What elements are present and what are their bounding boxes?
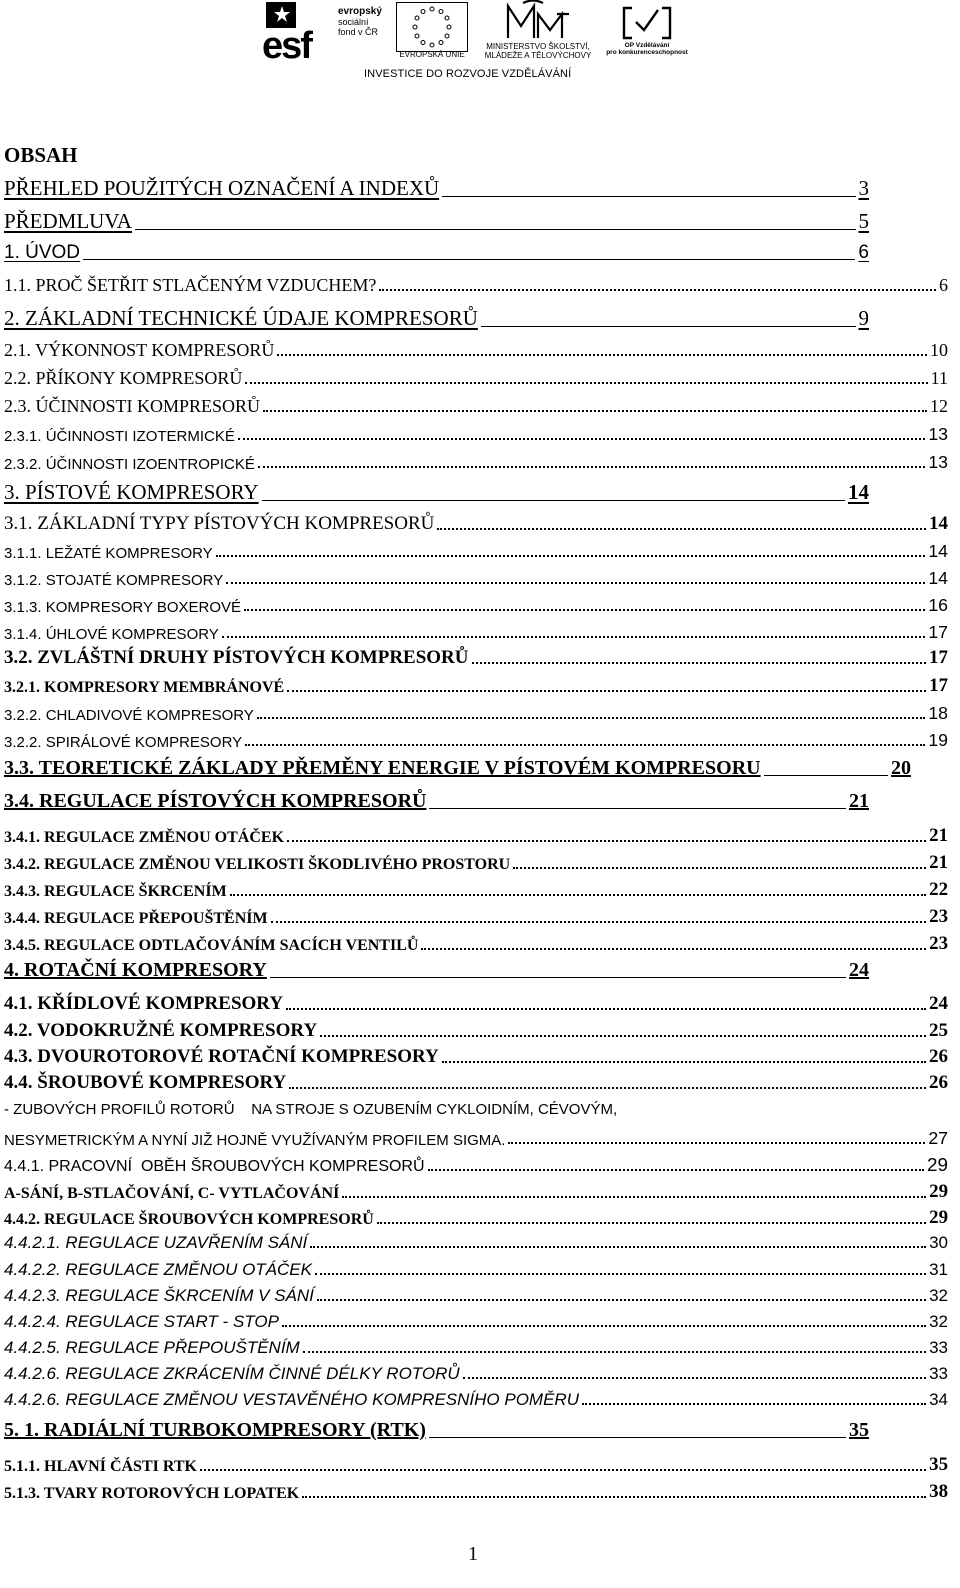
toc-entry-continued[interactable]: - ZUBOVÝCH PROFILŮ ROTORŮ NA STROJE S OZUBENÍM CYKLOIDNÍM, CÉVOVÝM,: [4, 1101, 618, 1118]
toc-entry[interactable]: 1.1. PROČ ŠETŘIT STLAČENÝM VZDUCHEM? 6: [4, 275, 948, 295]
toc-entry[interactable]: 2.3.2. ÚČINNOSTI IZOENTROPICKÉ 13: [4, 452, 948, 473]
toc-entry[interactable]: 3.1.2. STOJATÉ KOMPRESORY 14: [4, 568, 948, 589]
toc-entry[interactable]: 4.4.1. PRACOVNÍ OBĚH ŠROUBOVÝCH KOMPRESORŮ 29: [4, 1154, 948, 1175]
toc-entry[interactable]: 3.2. ZVLÁŠTNÍ DRUHY PÍSTOVÝCH KOMPRESORŮ 17: [4, 647, 948, 668]
toc-entry[interactable]: 3.2.1. KOMPRESORY MEMBRÁNOVÉ 17: [4, 675, 948, 696]
toc-entry[interactable]: 3.4.4. REGULACE PŘEPOUŠTĚNÍM 23: [4, 906, 948, 927]
header-logos: [0, 0, 960, 90]
toc-entry[interactable]: 4.4.2.6. REGULACE ZKRÁCENÍM ČINNÉ DÉLKY ROTORŮ 33: [4, 1364, 948, 1383]
esf-text: evropský sociální fond v ČR: [338, 6, 382, 37]
toc-entry[interactable]: 2.3. ÚČINNOSTI KOMPRESORŮ 12: [4, 396, 948, 416]
toc-entry[interactable]: 2. ZÁKLADNÍ TECHNICKÉ ÚDAJE KOMPRESORŮ 9: [4, 306, 869, 330]
toc-entry[interactable]: 3.1.1. LEŽATÉ KOMPRESORY 14: [4, 541, 948, 562]
toc-entry[interactable]: NESYMETRICKÝM A NYNÍ JIŽ HOJNĚ VYUŽÍVANÝM PROFILEM SIGMA. 27: [4, 1128, 948, 1149]
toc-entry[interactable]: 3.4. REGULACE PÍSTOVÝCH KOMPRESORŮ 21: [4, 790, 869, 812]
toc-entry[interactable]: 2.3.1. ÚČINNOSTI IZOTERMICKÉ 13: [4, 424, 948, 445]
esf-logo-icon: [262, 2, 336, 60]
op-text: OP Vzdělávání pro konkurenceschopnost: [606, 42, 688, 56]
toc-entry[interactable]: 4.4.2.3. REGULACE ŠKRCENÍM V SÁNÍ 32: [4, 1286, 948, 1305]
toc-entry[interactable]: 3.1.4. ÚHLOVÉ KOMPRESORY 17: [4, 622, 948, 643]
toc-entry[interactable]: 1. ÚVOD 6: [4, 242, 869, 263]
toc-entry[interactable]: 3.4.2. REGULACE ZMĚNOU VELIKOSTI ŠKODLIVÉHO PROSTORU 21: [4, 852, 948, 873]
page-number: 1: [468, 1543, 478, 1565]
toc-entry[interactable]: 3.3. TEORETICKÉ ZÁKLADY PŘEMĚNY ENERGIE V PÍSTOVÉM KOMPRESORU 20: [4, 757, 911, 779]
investice-slogan: INVESTICE DO ROZVOJE VZDĚLÁVÁNÍ: [364, 68, 572, 80]
toc-entry[interactable]: 3.4.3. REGULACE ŠKRCENÍM 22: [4, 879, 948, 900]
toc-entry[interactable]: 3.1. ZÁKLADNÍ TYPY PÍSTOVÝCH KOMPRESORŮ 14: [4, 513, 948, 534]
toc-entry[interactable]: 2.2. PŘÍKONY KOMPRESORŮ 11: [4, 368, 948, 388]
toc-entry[interactable]: A-SÁNÍ, B-STLAČOVÁNÍ, C- VYTLAČOVÁNÍ 29: [4, 1181, 948, 1202]
toc-entry[interactable]: 4.2. VODOKRUŽNÉ KOMPRESORY 25: [4, 1020, 948, 1041]
toc-entry[interactable]: 5.1.1. HLAVNÍ ČÁSTI RTK 35: [4, 1454, 948, 1475]
toc-entry[interactable]: 4.4.2.4. REGULACE START - STOP 32: [4, 1312, 948, 1331]
eu-flag-icon: [396, 2, 468, 52]
toc-entry[interactable]: PŘEDMLUVA 5: [4, 209, 869, 233]
toc-entry[interactable]: 3.4.5. REGULACE ODTLAČOVÁNÍM SACÍCH VENTILŮ 23: [4, 933, 948, 954]
toc-entry[interactable]: 4.3. DVOUROTOROVÉ ROTAČNÍ KOMPRESORY 26: [4, 1046, 948, 1067]
toc-entry[interactable]: 3.2.2. CHLADIVOVÉ KOMPRESORY 18: [4, 703, 948, 724]
toc-entry[interactable]: 3.1.3. KOMPRESORY BOXEROVÉ 16: [4, 595, 948, 616]
toc-entry[interactable]: 4.4.2.2. REGULACE ZMĚNOU OTÁČEK 31: [4, 1260, 948, 1279]
toc-entry[interactable]: 4. ROTAČNÍ KOMPRESORY 24: [4, 959, 869, 981]
toc-entry[interactable]: 3.4.1. REGULACE ZMĚNOU OTÁČEK 21: [4, 825, 948, 846]
op-logo-icon: [618, 2, 676, 42]
eu-label: EVROPSKÁ UNIE: [399, 50, 465, 59]
toc-heading: OBSAH: [4, 143, 78, 167]
toc-entry[interactable]: 3.2.2. SPIRÁLOVÉ KOMPRESORY 19: [4, 730, 948, 751]
toc-entry[interactable]: 4.4.2.5. REGULACE PŘEPOUŠTĚNÍM 33: [4, 1338, 948, 1357]
toc-entry[interactable]: 4.1. KŘÍDLOVÉ KOMPRESORY 24: [4, 993, 948, 1014]
toc-entry[interactable]: 3. PÍSTOVÉ KOMPRESORY 14: [4, 480, 869, 504]
toc-entry[interactable]: 4.4.2.6. REGULACE ZMĚNOU VESTAVĚNÉHO KOMPRESNÍHO POMĚRU 34: [4, 1390, 948, 1409]
toc-entry[interactable]: 4.4. ŠROUBOVÉ KOMPRESORY 26: [4, 1072, 948, 1093]
toc-entry[interactable]: 5.1.3. TVARY ROTOROVÝCH LOPATEK 38: [4, 1481, 948, 1502]
toc-entry[interactable]: 4.4.2. REGULACE ŠROUBOVÝCH KOMPRESORŮ 29: [4, 1207, 948, 1228]
svg-text:esf: esf: [262, 25, 311, 60]
toc-entry[interactable]: PŘEHLED POUŽITÝCH OZNAČENÍ A INDEXŮ 3: [4, 176, 869, 200]
msmt-logo-icon: [505, 0, 571, 42]
toc-entry[interactable]: 4.4.2.1. REGULACE UZAVŘENÍM SÁNÍ 30: [4, 1233, 948, 1252]
toc-entry[interactable]: 5. 1. RADIÁLNÍ TURBOKOMPRESORY (RTK) 35: [4, 1419, 869, 1441]
msmt-text: MINISTERSTVO ŠKOLSTVÍ, MLÁDEŽE A TĚLOVÝCHOVY: [484, 42, 592, 60]
toc-entry[interactable]: 2.1. VÝKONNOST KOMPRESORŮ 10: [4, 340, 948, 360]
